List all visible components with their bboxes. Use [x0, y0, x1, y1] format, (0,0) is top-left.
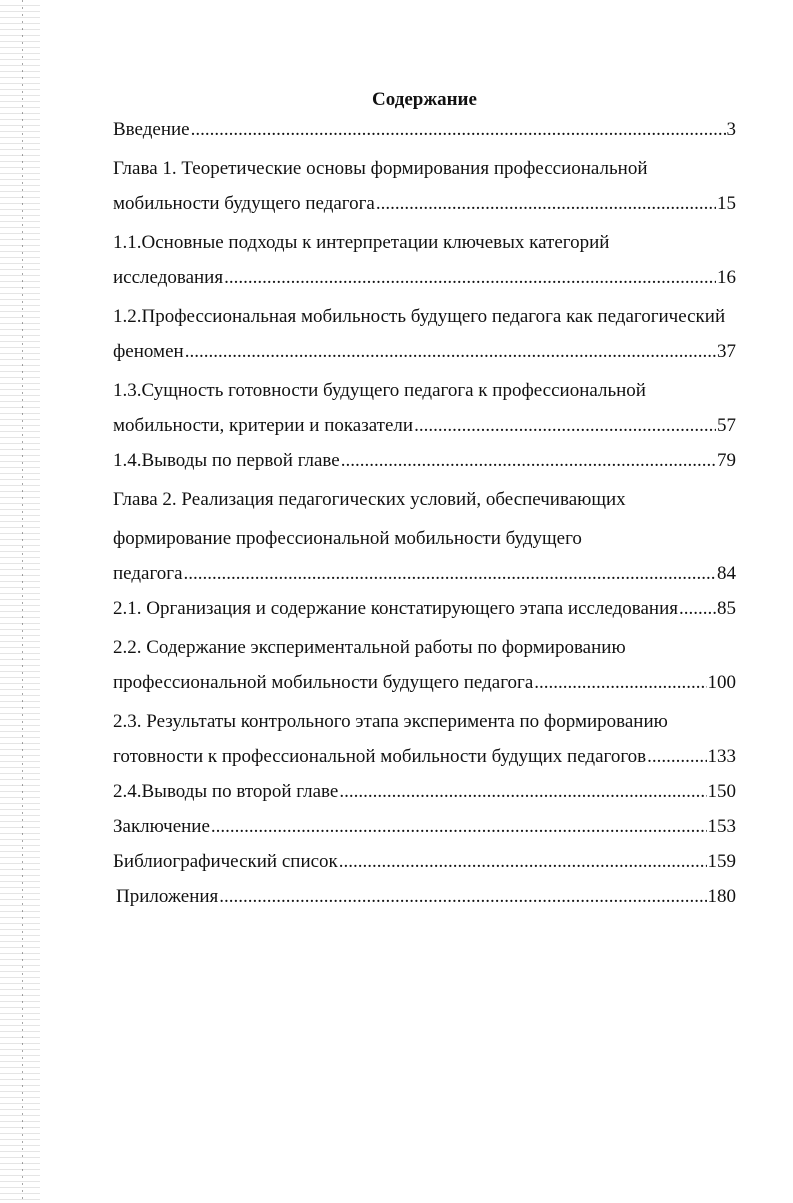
- toc-dot-leader: [185, 334, 716, 369]
- toc-entry-row: [113, 443, 736, 478]
- toc-entry[interactable]: [113, 373, 736, 443]
- toc-entry-line: 1.3.Сущность готовности будущего педагога к профессиональной: [113, 380, 646, 401]
- toc-entry-label: профессиональной мобильности будущего педагога: [113, 672, 534, 693]
- toc-entry-line: формирование профессиональной мобильности будущего: [113, 528, 582, 549]
- toc-dot-leader: [647, 739, 706, 774]
- toc-entry-label: мобильности будущего педагога: [113, 193, 375, 214]
- toc-page-number: 150: [707, 781, 736, 802]
- toc-entry-row: [113, 186, 736, 221]
- toc-entry[interactable]: [113, 879, 736, 914]
- toc-entry-label: феномен: [113, 341, 184, 362]
- toc-dot-leader: [376, 186, 716, 221]
- toc-entry-line: 1.2.Профессиональная мобильность будущего педагога как педагогический: [113, 306, 726, 327]
- toc-page-number: 15: [717, 193, 736, 214]
- toc-dot-leader: [339, 844, 707, 879]
- toc-entry-row: [113, 739, 736, 774]
- toc-entry[interactable]: [113, 809, 736, 844]
- toc-entry[interactable]: [113, 443, 736, 478]
- toc-dot-leader: [184, 556, 717, 591]
- toc-page-number: 159: [707, 851, 736, 872]
- toc-page-number: 79: [717, 450, 736, 471]
- toc-entry[interactable]: [113, 225, 736, 295]
- toc-entry-row: [113, 844, 736, 879]
- toc-entry-label: 2.4.Выводы по второй главе: [113, 781, 339, 802]
- toc-entry-label: мобильности, критерии и показатели: [113, 415, 414, 436]
- toc-entry-label: Заключение: [113, 816, 210, 837]
- toc-entry-line: 2.2. Содержание экспериментальной работы по формированию: [113, 637, 626, 658]
- toc-page-number: 100: [707, 672, 736, 693]
- toc-entry-row: [113, 809, 736, 844]
- toc-dot-leader: [414, 408, 716, 443]
- toc-page-number: 180: [707, 886, 736, 907]
- toc-page-number: 37: [717, 341, 736, 362]
- toc-entry[interactable]: [113, 299, 736, 369]
- toc-dot-leader: [191, 112, 726, 147]
- toc-dot-leader: [341, 443, 716, 478]
- toc-entry-label: Приложения: [116, 886, 219, 907]
- toc-entry-label: 2.1. Организация и содержание констатирующего этапа исследования: [113, 598, 678, 619]
- toc-entry-row: [113, 774, 736, 809]
- toc-dot-leader: [224, 260, 716, 295]
- toc-entry-row: [113, 112, 736, 147]
- toc-entry[interactable]: [113, 844, 736, 879]
- toc-entry-label: 1.4.Выводы по первой главе: [113, 450, 340, 471]
- toc-entry[interactable]: [113, 151, 736, 221]
- toc-entry-row: [113, 879, 736, 914]
- toc-entry[interactable]: [113, 591, 736, 626]
- toc-entry-row: [113, 556, 736, 591]
- scan-edge-noise: [0, 0, 40, 1203]
- toc-entry-row: [113, 334, 736, 369]
- toc-entry[interactable]: [113, 774, 736, 809]
- toc-page-number: 3: [726, 119, 736, 140]
- toc-entry-row: [113, 665, 736, 700]
- toc-dot-leader: [339, 774, 706, 809]
- toc-entry-label: Введение: [113, 119, 190, 140]
- toc-page-number: 153: [707, 816, 736, 837]
- toc-dot-leader: [211, 809, 707, 844]
- toc-entry[interactable]: [113, 630, 736, 700]
- toc-entry-line: Глава 1. Теоретические основы формирования профессиональной: [113, 158, 648, 179]
- toc-list: [113, 112, 736, 914]
- toc-dot-leader: [679, 591, 716, 626]
- toc-entry[interactable]: [113, 482, 736, 591]
- toc-title: Содержание: [372, 89, 477, 110]
- toc-entry-line: Глава 2. Реализация педагогических условий, обеспечивающих: [113, 489, 626, 510]
- toc-entry[interactable]: [113, 112, 736, 147]
- toc-entry-label: педагога: [113, 563, 183, 584]
- toc-entry-line: 2.3. Результаты контрольного этапа эксперимента по формированию: [113, 711, 668, 732]
- toc-dot-leader: [534, 665, 706, 700]
- toc-entry-label: Библиографический список: [113, 851, 338, 872]
- toc-entry[interactable]: [113, 704, 736, 774]
- toc-entry-label: готовности к профессиональной мобильности будущих педагогов: [113, 746, 647, 767]
- toc-page-number: 84: [717, 563, 736, 584]
- toc-entry-row: [113, 591, 736, 626]
- toc-page-number: 57: [717, 415, 736, 436]
- toc-dot-leader: [219, 879, 706, 914]
- toc-page-number: 16: [717, 267, 736, 288]
- toc-entry-row: [113, 260, 736, 295]
- toc-entry-line: 1.1.Основные подходы к интерпретации ключевых категорий: [113, 232, 610, 253]
- toc-page-number: 85: [717, 598, 736, 619]
- toc-page-number: 133: [707, 746, 736, 767]
- toc-entry-label: исследования: [113, 267, 224, 288]
- toc-entry-row: [113, 408, 736, 443]
- toc-page: [113, 88, 736, 914]
